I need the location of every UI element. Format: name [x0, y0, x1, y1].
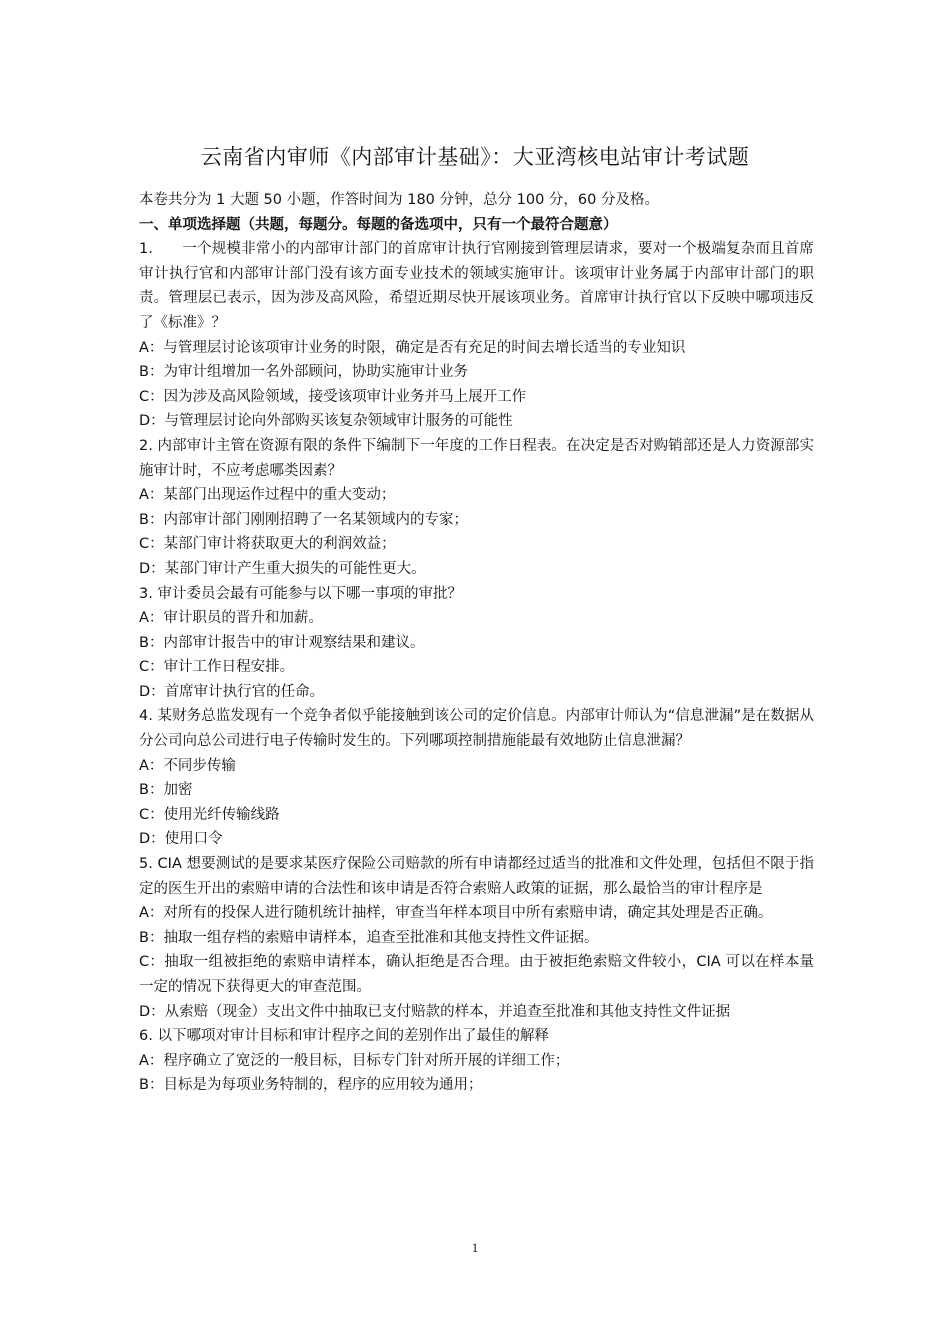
question-stem: 3. 审计委员会最有可能参与以下哪一事项的审批？	[139, 585, 462, 602]
option-b: B：目标是为每项业务特制的，程序的应用较为通用；	[139, 1077, 483, 1094]
question-stem: 5. CIA 想要测试的是要求某医疗保险公司赔款的所有申请都经过适当的批准和文件处理，包括但不限于指定的医生开出的索赔申请的合法性和该申请是否符合索赔人政策的证据，那么最恰当的审计程序是	[139, 856, 814, 897]
option-b: B：为审计组增加一名外部顾问，协助实施审计业务	[139, 364, 468, 381]
question-stem: 2. 内部审计主管在资源有限的条件下编制下一年度的工作日程表。在决定是否对购销部还是人力资源部实施审计时，不应考虑哪类因素？	[139, 437, 814, 479]
option-a: A：与管理层讨论该项审计业务的时限，确定是否有充足的时间去增长适当的专业知识	[139, 339, 686, 356]
exam-intro: 本卷共分为 1 大题 50 小题，作答时间为 180 分钟，总分 100 分，60 分及格。	[139, 192, 659, 208]
option-c: C：使用光纤传输线路	[139, 806, 280, 823]
option-b: B：加密	[139, 782, 193, 799]
question-stem: 4. 某财务总监发现有一个竞争者似乎能接触到该公司的定价信息。内部审计师认为“信息泄漏”是在数据从分公司向总公司进行电子传输时发生的。下列哪项控制措施能最有效地防止信息泄漏？	[139, 708, 814, 750]
option-d: D：某部门审计产生重大损失的可能性更大。	[139, 560, 426, 577]
option-c: C：审计工作日程安排。	[139, 659, 295, 676]
page-number: 1	[471, 1240, 479, 1255]
question-1	[139, 237, 814, 434]
question-6	[139, 1024, 814, 1098]
section-heading: 一、单项选择题（共题，每题分。每题的备选项中，只有一个最符合题意）	[139, 216, 618, 233]
option-a: A：审计职员的晋升和加薪。	[139, 610, 323, 627]
question-stem: 1. 一个规模非常小的内部审计部门的首席审计执行官刚接到管理层请求，要对一个极端复杂而且首席审计执行官和内部审计部门没有该方面专业技术的领域实施审计。该项审计业务属于内部审计部门的职责。管理层已表示，因为涉及高风险，希望近期尽快开展该项业务。首席审计执行官以下反映中哪项违反了《标准》？	[139, 241, 814, 331]
option-d: D：从索赔（现金）支出文件中抽取已支付赔款的样本，并追查至批准和其他支持性文件证据	[139, 1003, 731, 1020]
option-d: D：与管理层讨论向外部购买该复杂领域审计服务的可能性	[139, 413, 513, 430]
option-d: D：使用口令	[139, 831, 223, 848]
option-a: A：某部门出现运作过程中的重大变动；	[139, 487, 396, 504]
option-d: D：首席审计执行官的任命。	[139, 683, 325, 700]
question-2	[139, 434, 814, 582]
question-4	[139, 704, 814, 852]
document-body	[139, 188, 814, 1098]
option-b: B：内部审计报告中的审计观察结果和建议。	[139, 634, 425, 651]
question-3	[139, 582, 814, 705]
option-a: A：程序确立了宽泛的一般目标，目标专门针对所开展的详细工作；	[139, 1052, 570, 1069]
document-title: 云南省内审师《内部审计基础》：大亚湾核电站审计考试题	[200, 145, 750, 169]
question-5	[139, 852, 814, 1024]
option-c: C：抽取一组被拒绝的索赔申请样本，确认拒绝是否合理。由于被拒绝索赔文件较小，CIA 可以在样本量一定的情况下获得更大的审查范围。	[139, 954, 814, 995]
question-stem: 6. 以下哪项对审计目标和审计程序之间的差别作出了最佳的解释	[139, 1028, 549, 1045]
option-a: A：对所有的投保人进行随机统计抽样，审查当年样本项目中所有索赔申请，确定其处理是否正确。	[139, 905, 773, 922]
option-c: C：某部门审计将获取更大的利润效益；	[139, 536, 396, 553]
option-b: B：内部审计部门刚刚招聘了一名某领域内的专家；	[139, 511, 468, 528]
option-c: C：因为涉及高风险领域，接受该项审计业务并马上展开工作	[139, 388, 527, 405]
option-a: A：不同步传输	[139, 757, 236, 774]
option-b: B：抽取一组存档的索赔申请样本，追查至批准和其他支持性文件证据。	[139, 929, 599, 946]
